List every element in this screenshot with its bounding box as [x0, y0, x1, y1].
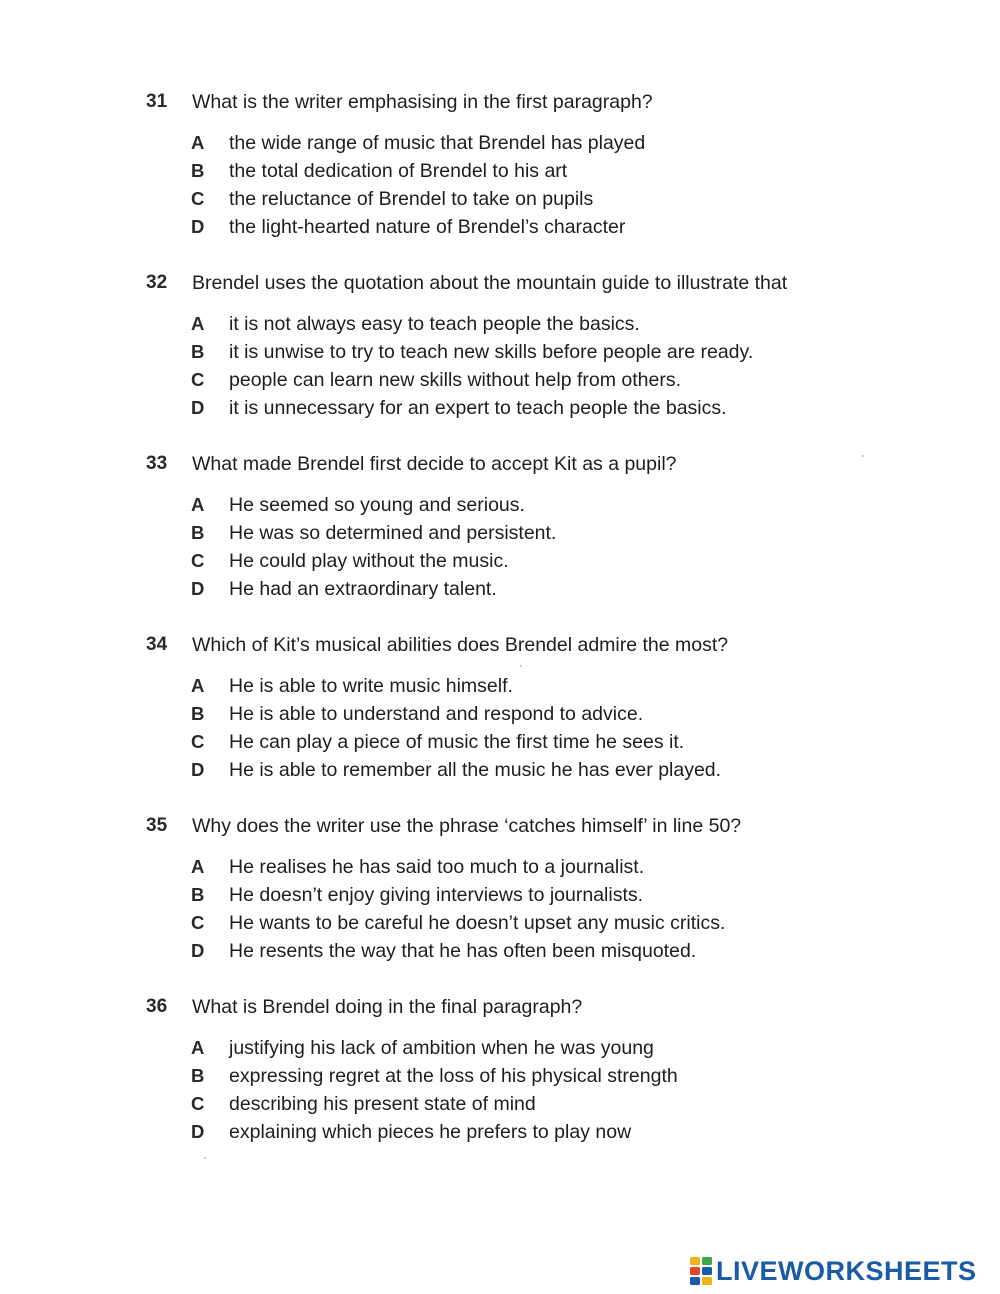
option-text: He was so determined and persistent. — [229, 522, 557, 544]
option-letter: C — [191, 731, 205, 752]
option-d[interactable] — [0, 937, 1000, 965]
option-letter: C — [191, 188, 205, 209]
option-text: the reluctance of Brendel to take on pupils — [229, 188, 594, 210]
option-text: it is unwise to try to teach new skills before people are ready. — [229, 341, 754, 363]
option-text: expressing regret at the loss of his physical strength — [229, 1065, 678, 1087]
option-letter: B — [191, 884, 205, 905]
question-34 — [0, 630, 1000, 784]
option-text: people can learn new skills without help from others. — [229, 369, 681, 391]
question-text: What is the writer emphasising in the first paragraph? — [192, 91, 653, 113]
option-list — [0, 310, 1000, 422]
question-31 — [0, 87, 1000, 241]
option-text: He is able to understand and respond to advice. — [229, 703, 644, 725]
option-a[interactable] — [0, 1034, 1000, 1062]
option-b[interactable] — [0, 881, 1000, 909]
option-letter: B — [191, 1065, 205, 1086]
option-a[interactable] — [0, 672, 1000, 700]
option-text: the wide range of music that Brendel has played — [229, 132, 646, 154]
question-number: 34 — [146, 634, 168, 655]
option-text: He could play without the music. — [229, 550, 509, 572]
option-letter: B — [191, 703, 205, 724]
option-letter: B — [191, 160, 205, 181]
option-c[interactable] — [0, 185, 1000, 213]
option-text: it is not always easy to teach people the basics. — [229, 313, 640, 335]
option-letter: A — [191, 494, 205, 515]
option-letter: D — [191, 397, 205, 418]
option-letter: D — [191, 1121, 205, 1142]
option-a[interactable] — [0, 853, 1000, 881]
question-number: 31 — [146, 91, 168, 112]
option-d[interactable] — [0, 213, 1000, 241]
option-text: He is able to write music himself. — [229, 675, 513, 697]
option-text: He seemed so young and serious. — [229, 494, 525, 516]
option-b[interactable] — [0, 700, 1000, 728]
option-text: it is unnecessary for an expert to teach people the basics. — [229, 397, 727, 419]
option-d[interactable] — [0, 394, 1000, 422]
option-text: He doesn’t enjoy giving interviews to journalists. — [229, 884, 644, 906]
question-number: 33 — [146, 453, 168, 474]
question-number: 32 — [146, 272, 168, 293]
option-letter: D — [191, 578, 205, 599]
question-text: Which of Kit’s musical abilities does Brendel admire the most? — [192, 634, 729, 656]
liveworksheets-logo[interactable] — [690, 1254, 977, 1288]
option-list — [0, 853, 1000, 965]
option-a[interactable] — [0, 491, 1000, 519]
option-c[interactable] — [0, 1090, 1000, 1118]
option-letter: A — [191, 132, 205, 153]
option-a[interactable] — [0, 310, 1000, 338]
option-list — [0, 491, 1000, 603]
question-text: Why does the writer use the phrase ‘catches himself’ in line 50? — [192, 815, 742, 837]
option-c[interactable] — [0, 909, 1000, 937]
option-letter: C — [191, 1093, 205, 1114]
liveworksheets-logo-icon — [690, 1257, 712, 1285]
option-c[interactable] — [0, 728, 1000, 756]
option-text: He resents the way that he has often been misquoted. — [229, 940, 697, 962]
option-letter: A — [191, 1037, 205, 1058]
option-letter: B — [191, 341, 205, 362]
option-letter: C — [191, 912, 205, 933]
option-a[interactable] — [0, 129, 1000, 157]
option-b[interactable] — [0, 157, 1000, 185]
question-text: What is Brendel doing in the final paragraph? — [192, 996, 583, 1018]
option-b[interactable] — [0, 519, 1000, 547]
option-text: He wants to be careful he doesn’t upset any music critics. — [229, 912, 726, 934]
option-letter: C — [191, 550, 205, 571]
option-list — [0, 672, 1000, 784]
question-number: 35 — [146, 815, 168, 836]
option-list — [0, 1034, 1000, 1146]
option-text: explaining which pieces he prefers to play now — [229, 1121, 632, 1143]
question-36 — [0, 992, 1000, 1146]
option-c[interactable] — [0, 547, 1000, 575]
option-list — [0, 129, 1000, 241]
option-text: justifying his lack of ambition when he was young — [229, 1037, 654, 1059]
logo-text: LIVEWORKSHEETS — [716, 1256, 977, 1286]
option-d[interactable] — [0, 575, 1000, 603]
option-b[interactable] — [0, 338, 1000, 366]
option-d[interactable] — [0, 1118, 1000, 1146]
option-text: He is able to remember all the music he has ever played. — [229, 759, 722, 781]
question-33 — [0, 449, 1000, 603]
option-letter: A — [191, 313, 205, 334]
option-d[interactable] — [0, 756, 1000, 784]
option-letter: A — [191, 856, 205, 877]
question-number: 36 — [146, 996, 168, 1017]
option-letter: D — [191, 216, 205, 237]
option-b[interactable] — [0, 1062, 1000, 1090]
scan-speck — [204, 1157, 206, 1159]
option-text: the light-hearted nature of Brendel’s character — [229, 216, 626, 238]
option-letter: C — [191, 369, 205, 390]
option-c[interactable] — [0, 366, 1000, 394]
scan-speck — [862, 455, 864, 457]
question-32 — [0, 268, 1000, 422]
scan-speck — [520, 665, 522, 667]
option-letter: A — [191, 675, 205, 696]
option-text: the total dedication of Brendel to his art — [229, 160, 568, 182]
option-letter: D — [191, 759, 205, 780]
option-letter: D — [191, 940, 205, 961]
question-text: Brendel uses the quotation about the mountain guide to illustrate that — [192, 272, 788, 294]
option-text: He can play a piece of music the first time he sees it. — [229, 731, 685, 753]
question-text: What made Brendel first decide to accept Kit as a pupil? — [192, 453, 677, 475]
option-text: He had an extraordinary talent. — [229, 578, 497, 600]
question-35 — [0, 811, 1000, 965]
option-text: describing his present state of mind — [229, 1093, 536, 1115]
option-text: He realises he has said too much to a journalist. — [229, 856, 645, 878]
option-letter: B — [191, 522, 205, 543]
